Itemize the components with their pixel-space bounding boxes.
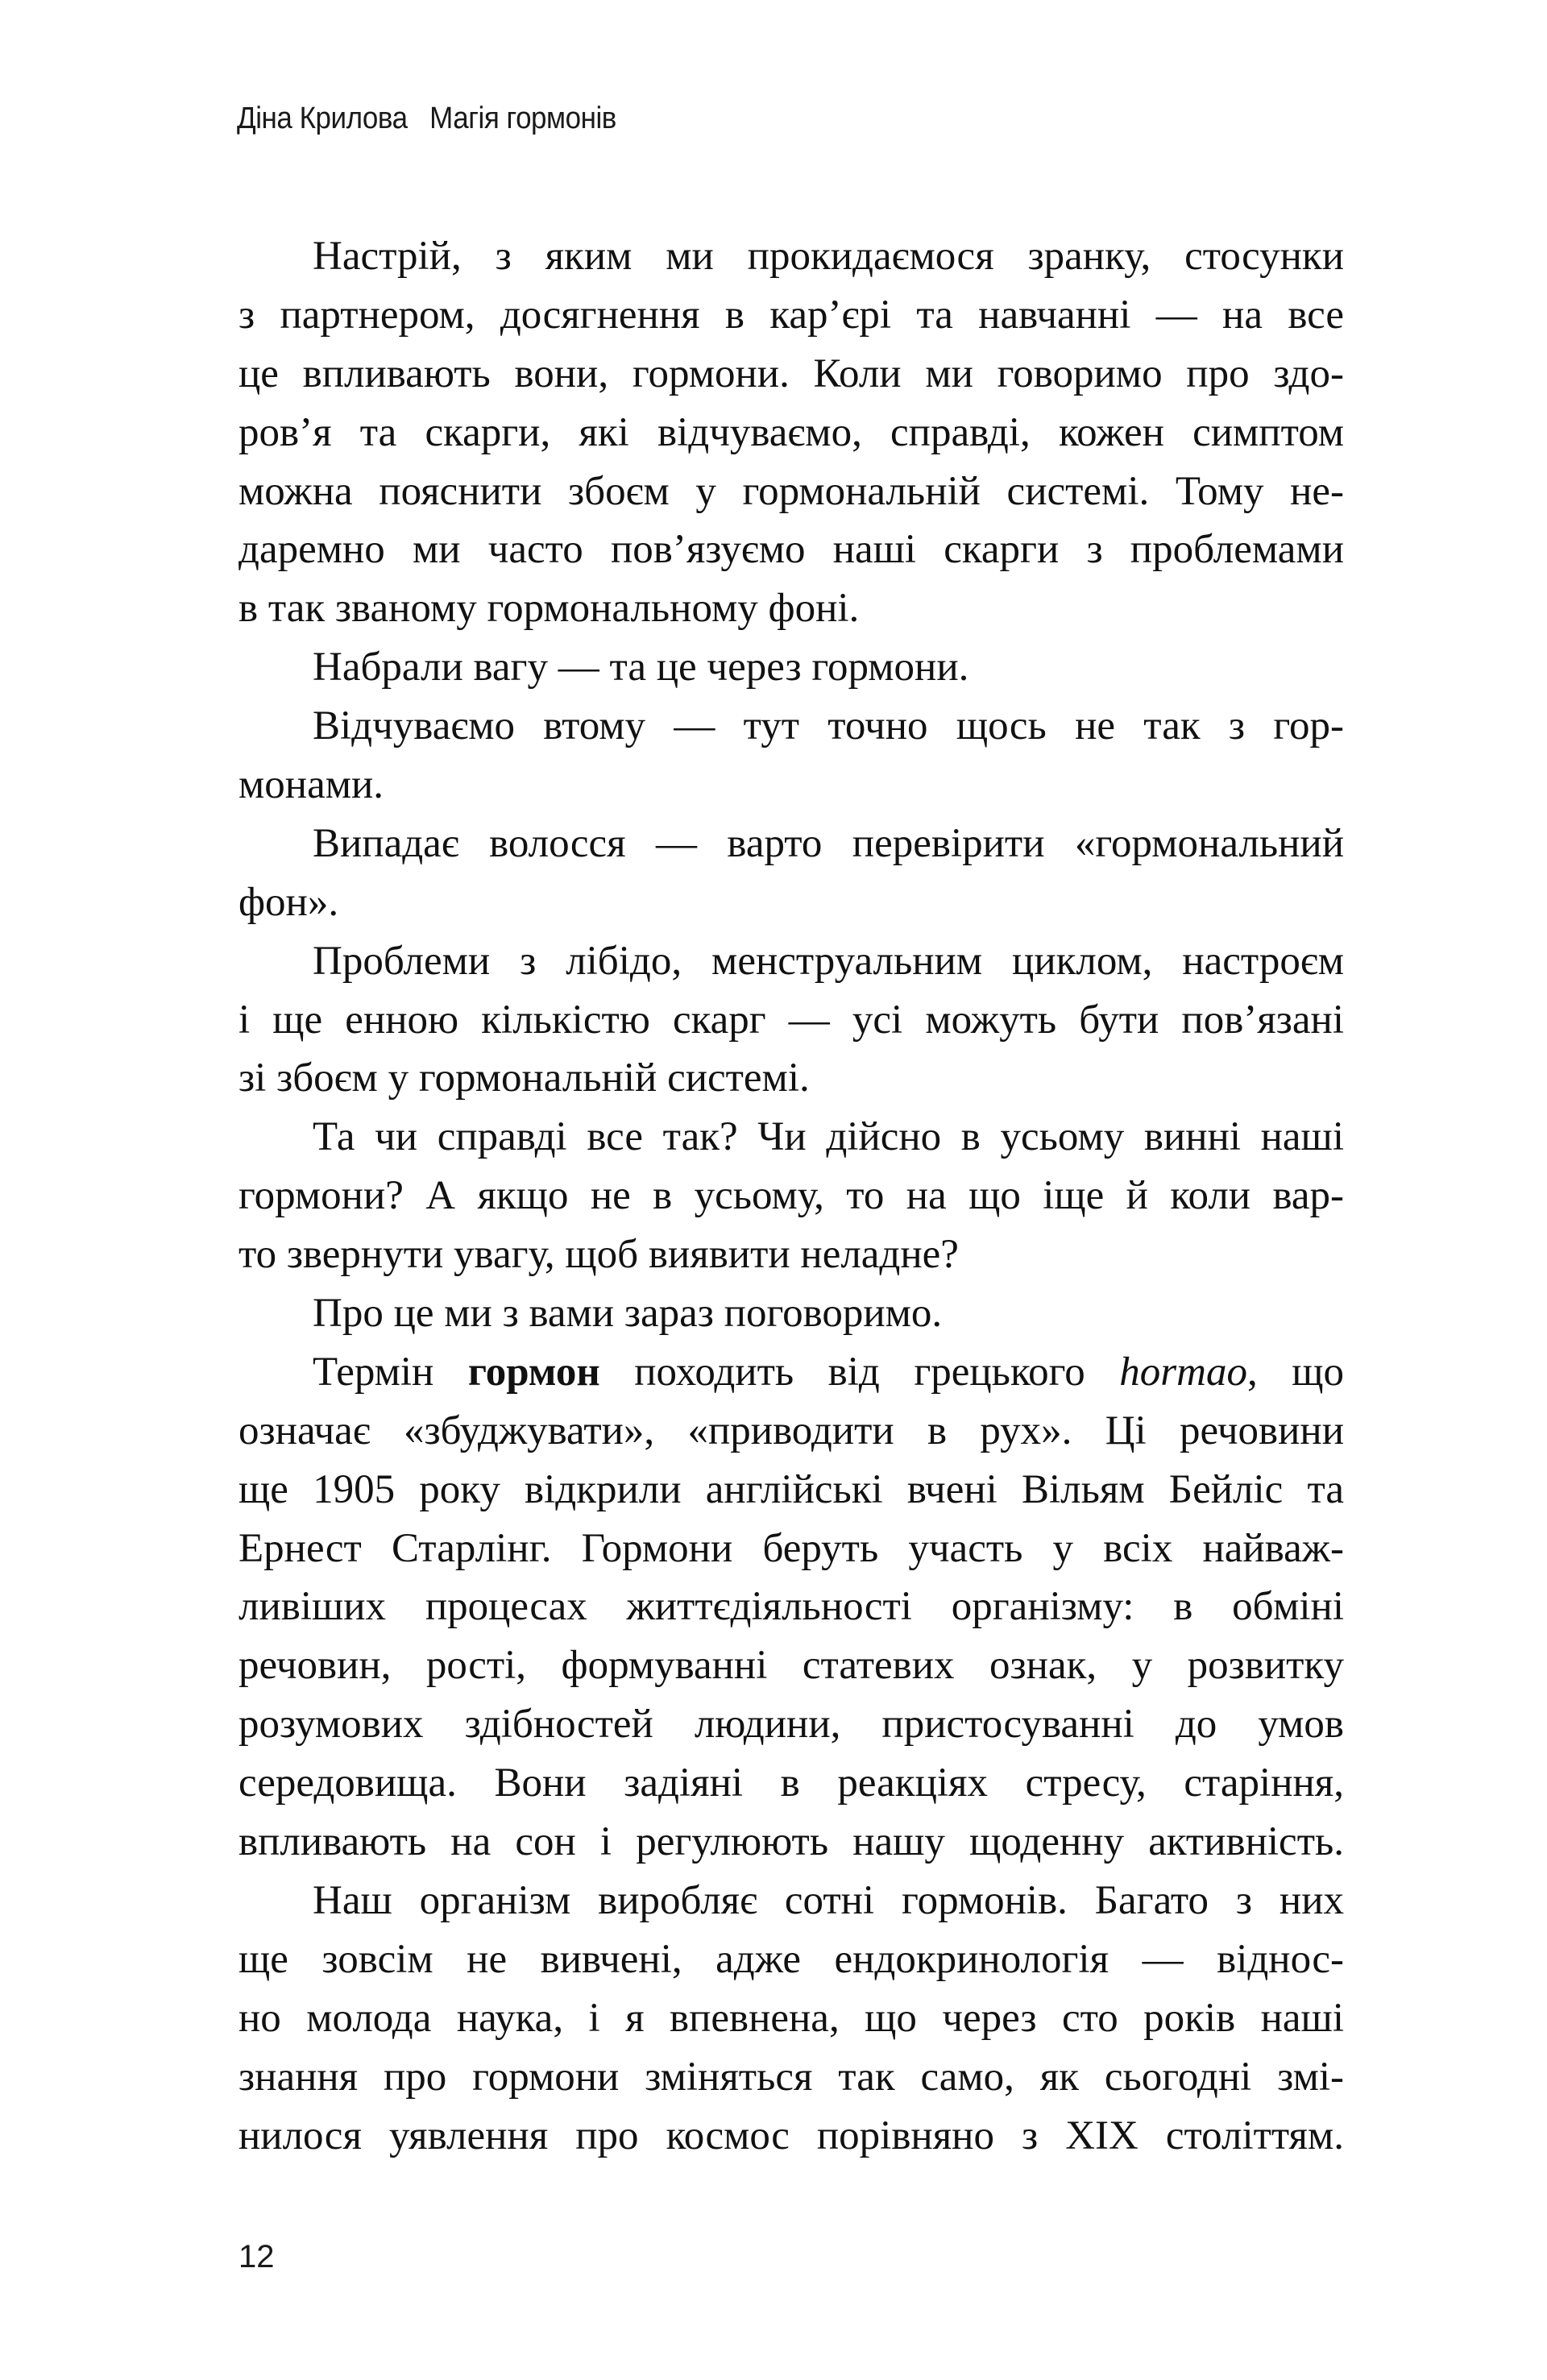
paragraph xyxy=(238,1872,1344,2165)
text-line: Настрій, з яким ми прокидаємося зранку, стосунки xyxy=(313,234,1344,279)
text-run: , що xyxy=(1246,1349,1344,1395)
paragraph xyxy=(238,815,1344,932)
text-line: знання про гормони зміняться так само, як сьогодні змі- xyxy=(238,2054,1344,2100)
text-line: Ернест Старлінг. Гормони беруть участь у всіх найваж- xyxy=(238,1525,1344,1571)
text-line: ров’я та скарги, які відчуваємо, справді, кожен симптом xyxy=(238,409,1344,455)
text-line: фон». xyxy=(238,879,339,925)
text-line: Про це ми з вами зараз поговоримо. xyxy=(313,1291,943,1337)
text-line: можна пояснити збоєм у гормональній системі. Тому не- xyxy=(238,468,1344,514)
paragraph xyxy=(238,697,1344,815)
text-line: гормони? А якщо не в усьому, то на що іще й коли вар- xyxy=(238,1173,1344,1219)
text-line: речовин, рості, формуванні статевих ознак, у розвитку xyxy=(238,1643,1344,1689)
text-line: но молода наука, і я впевнена, що через сто років наші xyxy=(238,1995,1344,2041)
text-line: Наш організм виробляє сотні гормонів. Багато з них xyxy=(313,1877,1344,1923)
text-line: розумових здібностей людини, пристосуванні до умов xyxy=(238,1702,1344,1748)
text-line: і ще енною кількістю скарг — усі можуть бути пов’язані xyxy=(238,997,1344,1043)
text-line: Та чи справді все так? Чи дійсно в усьому винні наші xyxy=(313,1114,1344,1160)
paragraph xyxy=(238,227,1344,638)
text-line: монами. xyxy=(238,762,384,808)
text-line: з партнером, досягнення в кар’єрі та навчанні — на все xyxy=(238,292,1344,338)
text-line: Відчуваємо втому — тут точно щось не так з гор- xyxy=(313,703,1344,749)
text-line: ще 1905 року відкрили англійські вчені Вільям Бейліс та xyxy=(238,1466,1344,1512)
text-line: це впливають вони, гормони. Коли ми говоримо про здо- xyxy=(238,350,1344,396)
running-head xyxy=(237,100,616,137)
text-line: то звернути увагу, щоб виявити неладне? xyxy=(238,1232,959,1278)
text-line: впливають на сон і регулюють нашу щоденну активність. xyxy=(238,1819,1344,1865)
text-line xyxy=(238,1343,1344,1402)
text-run: Термін xyxy=(313,1349,468,1395)
text-line: Набрали вагу — та це через гормони. xyxy=(313,645,969,690)
text-line: середовища. Вони задіяні в реакціях стресу, старіння, xyxy=(238,1760,1344,1806)
text-line: в так званому гормональному фоні. xyxy=(238,586,860,632)
text-line: Проблеми з лібідо, менструальним циклом, настроєм xyxy=(313,938,1344,984)
bold-term: гормон xyxy=(467,1349,600,1395)
italic-term: hormao xyxy=(1119,1349,1247,1395)
body-text xyxy=(238,227,1344,2165)
text-line: зі збоєм у гормональній системі. xyxy=(238,1055,810,1101)
paragraph xyxy=(238,932,1344,1109)
text-line: ливіших процесах життєдіяльності організму: в обміні xyxy=(238,1584,1344,1630)
text-line: даремно ми часто пов’язуємо наші скарги з проблемами xyxy=(238,527,1344,573)
book-title: Магія гормонів xyxy=(429,102,616,135)
paragraph xyxy=(238,638,1344,697)
paragraph xyxy=(238,1284,1344,1343)
text-line: нилося уявлення про космос порівняно з XIX століттям. xyxy=(238,2113,1344,2158)
text-line: Випадає волосся — варто перевірити «гормональний xyxy=(313,820,1344,866)
paragraph xyxy=(238,1108,1344,1284)
page-number: 12 xyxy=(238,2239,275,2274)
text-line: ще зовсім не вивчені, адже ендокринологія — віднос- xyxy=(238,1936,1344,1982)
paragraph xyxy=(238,1343,1344,1872)
text-line: означає «збуджувати», «приводити в рух». Ці речовини xyxy=(238,1408,1344,1453)
text-run: походить від грецького xyxy=(599,1349,1120,1395)
author-name: Діна Крилова xyxy=(237,102,408,135)
